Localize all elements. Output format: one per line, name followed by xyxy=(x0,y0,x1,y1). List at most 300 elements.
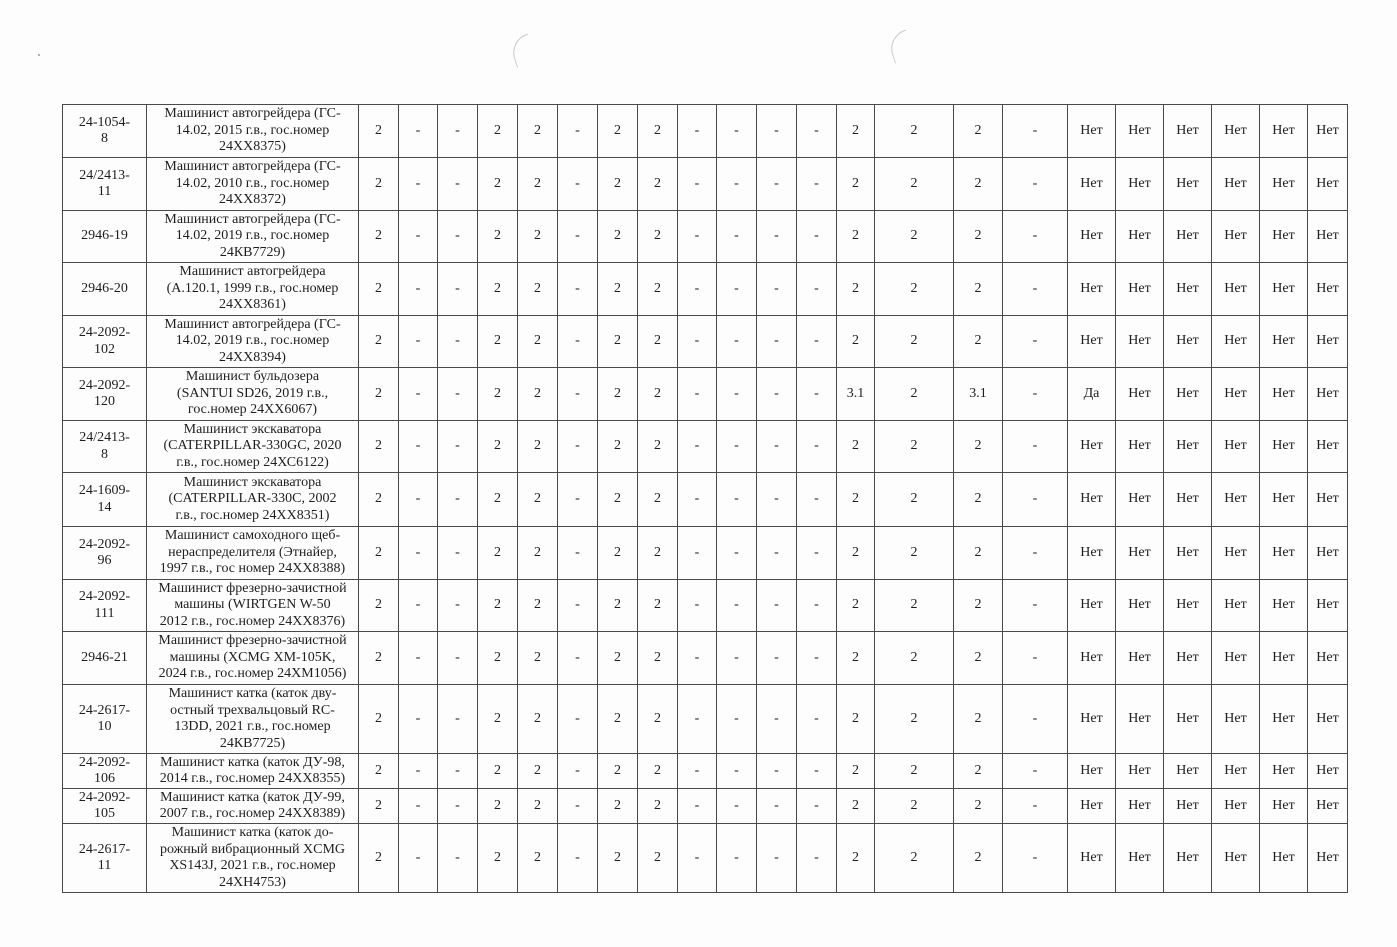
flag-cell: Нет xyxy=(1116,527,1164,580)
factor-class-cell: 2 xyxy=(478,105,518,158)
scan-mark-right xyxy=(886,29,915,63)
row-position-cell: Машинист катка (каток дву- остный трехвальцовый RC- 13DD, 2021 г.в., гос.номер 24КВ7725) xyxy=(147,685,359,754)
row-position-cell: Машинист автогрейдера (ГС- 14.02, 2019 г.в., гос.номер 24КВ7729) xyxy=(147,211,359,263)
factor-class-cell: 2 xyxy=(518,824,558,893)
factor-class-cell: 2 xyxy=(518,789,558,824)
table-row xyxy=(63,263,1348,316)
factor-class-cell: 2 xyxy=(875,316,954,368)
factor-class-cell: - xyxy=(717,789,757,824)
table-row xyxy=(63,316,1348,368)
factor-class-cell: - xyxy=(678,473,717,527)
flag-cell: Нет xyxy=(1308,105,1348,158)
flag-cell: Нет xyxy=(1260,211,1308,263)
factor-class-cell: 3.1 xyxy=(837,368,875,421)
factor-class-cell: - xyxy=(797,754,837,789)
factor-class-cell: - xyxy=(757,685,797,754)
factor-class-cell: - xyxy=(399,211,438,263)
factor-class-cell: 2 xyxy=(359,580,399,632)
flag-cell: Нет xyxy=(1212,580,1260,632)
flag-cell: Нет xyxy=(1260,527,1308,580)
factor-class-cell: 2 xyxy=(518,211,558,263)
flag-cell: Нет xyxy=(1212,105,1260,158)
flag-cell: Нет xyxy=(1260,789,1308,824)
factor-class-cell: 2 xyxy=(478,527,518,580)
flag-cell: Нет xyxy=(1068,824,1116,893)
row-code-cell: 24-1054- 8 xyxy=(63,105,147,158)
factor-class-cell: - xyxy=(438,211,478,263)
table-row xyxy=(63,580,1348,632)
factor-class-cell: 2 xyxy=(638,632,678,685)
factor-class-cell: 2 xyxy=(478,316,518,368)
factor-class-cell: 2 xyxy=(478,473,518,527)
factor-class-cell: - xyxy=(717,754,757,789)
factor-class-cell: - xyxy=(1003,263,1068,316)
factor-class-cell: - xyxy=(797,473,837,527)
factor-class-cell: 2 xyxy=(518,158,558,211)
flag-cell: Нет xyxy=(1260,632,1308,685)
factor-class-cell: 2 xyxy=(598,421,638,473)
factor-class-cell: - xyxy=(399,263,438,316)
factor-class-cell: - xyxy=(399,421,438,473)
factor-class-cell: 2 xyxy=(638,685,678,754)
factor-class-cell: - xyxy=(438,754,478,789)
flag-cell: Нет xyxy=(1308,580,1348,632)
row-position-cell: Машинист автогрейдера (ГС- 14.02, 2010 г.в., гос.номер 24ХХ8372) xyxy=(147,158,359,211)
flag-cell: Нет xyxy=(1116,754,1164,789)
factor-class-cell: - xyxy=(558,158,598,211)
flag-cell: Нет xyxy=(1068,158,1116,211)
factor-class-cell: 2 xyxy=(359,211,399,263)
factor-class-cell: 2 xyxy=(638,211,678,263)
factor-class-cell: - xyxy=(678,368,717,421)
row-position-cell: Машинист автогрейдера (А.120.1, 1999 г.в., гос.номер 24ХХ8361) xyxy=(147,263,359,316)
factor-class-cell: 2 xyxy=(875,527,954,580)
factor-class-cell: - xyxy=(757,754,797,789)
flag-cell: Нет xyxy=(1212,527,1260,580)
factor-class-cell: 2 xyxy=(875,824,954,893)
factor-class-cell: - xyxy=(797,632,837,685)
factor-class-cell: 2 xyxy=(875,473,954,527)
table-row xyxy=(63,685,1348,754)
factor-class-cell: 2 xyxy=(875,421,954,473)
row-code-cell: 24/2413- 8 xyxy=(63,421,147,473)
flag-cell: Нет xyxy=(1212,211,1260,263)
factor-class-cell: - xyxy=(717,158,757,211)
factor-class-cell: - xyxy=(558,105,598,158)
factor-class-cell: - xyxy=(399,754,438,789)
factor-class-cell: 2 xyxy=(598,158,638,211)
factor-class-cell: 2 xyxy=(478,754,518,789)
flag-cell: Нет xyxy=(1260,316,1308,368)
flag-cell: Нет xyxy=(1116,632,1164,685)
flag-cell: Нет xyxy=(1164,754,1212,789)
factor-class-cell: 2 xyxy=(518,263,558,316)
row-code-cell: 24/2413- 11 xyxy=(63,158,147,211)
factor-class-cell: - xyxy=(558,632,598,685)
factor-class-cell: - xyxy=(438,685,478,754)
flag-cell: Нет xyxy=(1164,824,1212,893)
table-row xyxy=(63,211,1348,263)
factor-class-cell: - xyxy=(757,789,797,824)
factor-class-cell: 2 xyxy=(875,754,954,789)
factor-class-cell: - xyxy=(1003,421,1068,473)
factor-class-cell: 2 xyxy=(875,368,954,421)
factor-class-cell: 2 xyxy=(478,158,518,211)
factor-class-cell: 2 xyxy=(478,580,518,632)
factor-class-cell: - xyxy=(678,158,717,211)
factor-class-cell: 2 xyxy=(954,211,1003,263)
factor-class-cell: 2 xyxy=(837,158,875,211)
factor-class-cell: - xyxy=(717,685,757,754)
factor-class-cell: 2 xyxy=(518,316,558,368)
flag-cell: Нет xyxy=(1068,789,1116,824)
flag-cell: Нет xyxy=(1068,421,1116,473)
factor-class-cell: 2 xyxy=(359,105,399,158)
table-body xyxy=(63,105,1348,893)
flag-cell: Нет xyxy=(1308,421,1348,473)
factor-class-cell: - xyxy=(438,263,478,316)
factor-class-cell: 2 xyxy=(954,105,1003,158)
factor-class-cell: - xyxy=(399,685,438,754)
factor-class-cell: 2 xyxy=(598,580,638,632)
factor-class-cell: 2 xyxy=(359,754,399,789)
factor-class-cell: 2 xyxy=(478,211,518,263)
factor-class-cell: 2 xyxy=(837,473,875,527)
row-code-cell: 24-2092- 120 xyxy=(63,368,147,421)
factor-class-cell: 2 xyxy=(837,421,875,473)
row-position-cell: Машинист автогрейдера (ГС- 14.02, 2019 г.в., гос.номер 24ХХ8394) xyxy=(147,316,359,368)
flag-cell: Нет xyxy=(1260,685,1308,754)
factor-class-cell: 2 xyxy=(518,685,558,754)
factor-class-cell: - xyxy=(797,158,837,211)
factor-class-cell: - xyxy=(797,685,837,754)
flag-cell: Нет xyxy=(1260,824,1308,893)
factor-class-cell: 2 xyxy=(837,105,875,158)
factor-class-cell: - xyxy=(757,368,797,421)
factor-class-cell: - xyxy=(797,211,837,263)
flag-cell: Нет xyxy=(1308,527,1348,580)
workplace-assessment-table xyxy=(62,104,1348,893)
row-position-cell: Машинист самоходного щеб- нераспределителя (Этнайер, 1997 г.в., гос номер 24ХХ8388) xyxy=(147,527,359,580)
flag-cell: Нет xyxy=(1212,158,1260,211)
flag-cell: Нет xyxy=(1164,632,1212,685)
factor-class-cell: - xyxy=(438,473,478,527)
factor-class-cell: - xyxy=(757,632,797,685)
row-code-cell: 24-2092- 111 xyxy=(63,580,147,632)
flag-cell: Нет xyxy=(1164,789,1212,824)
factor-class-cell: 2 xyxy=(359,421,399,473)
row-position-cell: Машинист фрезерно-зачистной машины (WIRTGEN W-50 2012 г.в., гос.номер 24ХХ8376) xyxy=(147,580,359,632)
factor-class-cell: - xyxy=(717,316,757,368)
scan-mark-left xyxy=(508,33,537,67)
flag-cell: Нет xyxy=(1068,263,1116,316)
scan-speck xyxy=(38,54,40,56)
factor-class-cell: 2 xyxy=(359,824,399,893)
flag-cell: Нет xyxy=(1308,789,1348,824)
flag-cell: Нет xyxy=(1308,685,1348,754)
flag-cell: Нет xyxy=(1068,580,1116,632)
flag-cell: Нет xyxy=(1116,789,1164,824)
factor-class-cell: 2 xyxy=(518,754,558,789)
flag-cell: Нет xyxy=(1212,368,1260,421)
factor-class-cell: - xyxy=(1003,632,1068,685)
flag-cell: Нет xyxy=(1164,473,1212,527)
table-row xyxy=(63,824,1348,893)
factor-class-cell: 2 xyxy=(359,685,399,754)
factor-class-cell: 2 xyxy=(478,685,518,754)
factor-class-cell: 2 xyxy=(875,580,954,632)
table-row xyxy=(63,632,1348,685)
factor-class-cell: - xyxy=(678,211,717,263)
factor-class-cell: 2 xyxy=(638,263,678,316)
factor-class-cell: 2 xyxy=(478,632,518,685)
row-code-cell: 24-2092- 96 xyxy=(63,527,147,580)
factor-class-cell: 2 xyxy=(518,368,558,421)
factor-class-cell: - xyxy=(678,632,717,685)
flag-cell: Нет xyxy=(1260,580,1308,632)
factor-class-cell: 2 xyxy=(598,316,638,368)
factor-class-cell: - xyxy=(678,316,717,368)
flag-cell: Нет xyxy=(1308,211,1348,263)
table-row xyxy=(63,473,1348,527)
factor-class-cell: - xyxy=(399,368,438,421)
factor-class-cell: 2 xyxy=(478,263,518,316)
factor-class-cell: 2 xyxy=(638,824,678,893)
factor-class-cell: - xyxy=(1003,527,1068,580)
factor-class-cell: - xyxy=(797,368,837,421)
flag-cell: Нет xyxy=(1308,754,1348,789)
factor-class-cell: 2 xyxy=(837,580,875,632)
factor-class-cell: - xyxy=(1003,316,1068,368)
flag-cell: Нет xyxy=(1308,473,1348,527)
factor-class-cell: 2 xyxy=(598,632,638,685)
flag-cell: Нет xyxy=(1260,368,1308,421)
factor-class-cell: 2 xyxy=(875,632,954,685)
factor-class-cell: - xyxy=(797,527,837,580)
factor-class-cell: - xyxy=(558,754,598,789)
row-position-cell: Машинист экскаватора (CATERPILLAR-330GC, 2020 г.в., гос.номер 24ХС6122) xyxy=(147,421,359,473)
row-code-cell: 2946-21 xyxy=(63,632,147,685)
factor-class-cell: 2 xyxy=(638,105,678,158)
row-position-cell: Машинист катка (каток ДУ-98, 2014 г.в., гос.номер 24ХХ8355) xyxy=(147,754,359,789)
factor-class-cell: - xyxy=(438,158,478,211)
factor-class-cell: 2 xyxy=(359,263,399,316)
factor-class-cell: - xyxy=(757,158,797,211)
flag-cell: Нет xyxy=(1068,316,1116,368)
factor-class-cell: 2 xyxy=(837,632,875,685)
factor-class-cell: 2 xyxy=(598,685,638,754)
flag-cell: Нет xyxy=(1116,473,1164,527)
flag-cell: Нет xyxy=(1164,263,1212,316)
row-position-cell: Машинист катка (каток до- рожный вибрационный XCMG XS143J, 2021 г.в., гос.номер 24ХН4753) xyxy=(147,824,359,893)
factor-class-cell: 2 xyxy=(837,789,875,824)
factor-class-cell: - xyxy=(797,421,837,473)
flag-cell: Нет xyxy=(1308,368,1348,421)
factor-class-cell: 2 xyxy=(598,263,638,316)
row-code-cell: 24-2617- 10 xyxy=(63,685,147,754)
factor-class-cell: - xyxy=(399,105,438,158)
factor-class-cell: 2 xyxy=(954,263,1003,316)
factor-class-cell: - xyxy=(757,824,797,893)
factor-class-cell: - xyxy=(678,685,717,754)
factor-class-cell: - xyxy=(438,105,478,158)
flag-cell: Нет xyxy=(1308,632,1348,685)
flag-cell: Нет xyxy=(1116,316,1164,368)
factor-class-cell: - xyxy=(438,527,478,580)
factor-class-cell: - xyxy=(757,263,797,316)
factor-class-cell: - xyxy=(678,527,717,580)
factor-class-cell: - xyxy=(1003,824,1068,893)
factor-class-cell: 2 xyxy=(518,632,558,685)
row-code-cell: 24-2092- 106 xyxy=(63,754,147,789)
table-row xyxy=(63,421,1348,473)
flag-cell: Нет xyxy=(1116,211,1164,263)
factor-class-cell: 2 xyxy=(359,473,399,527)
factor-class-cell: - xyxy=(399,473,438,527)
factor-class-cell: 2 xyxy=(837,263,875,316)
row-position-cell: Машинист автогрейдера (ГС- 14.02, 2015 г.в., гос.номер 24ХХ8375) xyxy=(147,105,359,158)
factor-class-cell: 2 xyxy=(875,105,954,158)
factor-class-cell: - xyxy=(797,316,837,368)
table-row xyxy=(63,368,1348,421)
factor-class-cell: 2 xyxy=(518,473,558,527)
factor-class-cell: 3.1 xyxy=(954,368,1003,421)
factor-class-cell: - xyxy=(399,632,438,685)
factor-class-cell: 2 xyxy=(954,754,1003,789)
flag-cell: Нет xyxy=(1164,158,1212,211)
flag-cell: Да xyxy=(1068,368,1116,421)
factor-class-cell: 2 xyxy=(837,685,875,754)
flag-cell: Нет xyxy=(1260,473,1308,527)
factor-class-cell: - xyxy=(1003,158,1068,211)
flag-cell: Нет xyxy=(1212,685,1260,754)
factor-class-cell: 2 xyxy=(638,368,678,421)
factor-class-cell: - xyxy=(717,105,757,158)
factor-class-cell: - xyxy=(558,789,598,824)
factor-class-cell: - xyxy=(438,316,478,368)
factor-class-cell: - xyxy=(1003,685,1068,754)
row-code-cell: 24-2617- 11 xyxy=(63,824,147,893)
factor-class-cell: - xyxy=(558,580,598,632)
factor-class-cell: - xyxy=(558,211,598,263)
factor-class-cell: 2 xyxy=(598,105,638,158)
factor-class-cell: - xyxy=(399,824,438,893)
flag-cell: Нет xyxy=(1308,316,1348,368)
factor-class-cell: - xyxy=(757,211,797,263)
factor-class-cell: - xyxy=(1003,580,1068,632)
factor-class-cell: 2 xyxy=(954,527,1003,580)
flag-cell: Нет xyxy=(1212,316,1260,368)
table-row xyxy=(63,789,1348,824)
factor-class-cell: - xyxy=(717,527,757,580)
factor-class-cell: 2 xyxy=(598,527,638,580)
factor-class-cell: 2 xyxy=(359,316,399,368)
flag-cell: Нет xyxy=(1116,580,1164,632)
factor-class-cell: 2 xyxy=(875,789,954,824)
flag-cell: Нет xyxy=(1164,527,1212,580)
factor-class-cell: 2 xyxy=(478,789,518,824)
factor-class-cell: - xyxy=(797,263,837,316)
flag-cell: Нет xyxy=(1308,158,1348,211)
factor-class-cell: 2 xyxy=(598,824,638,893)
factor-class-cell: 2 xyxy=(518,421,558,473)
flag-cell: Нет xyxy=(1212,473,1260,527)
factor-class-cell: - xyxy=(1003,368,1068,421)
factor-class-cell: - xyxy=(678,421,717,473)
factor-class-cell: - xyxy=(438,824,478,893)
row-position-cell: Машинист бульдозера (SANTUI SD26, 2019 г.в., гос.номер 24ХХ6067) xyxy=(147,368,359,421)
flag-cell: Нет xyxy=(1212,789,1260,824)
factor-class-cell: 2 xyxy=(954,316,1003,368)
row-code-cell: 2946-20 xyxy=(63,263,147,316)
factor-class-cell: - xyxy=(399,316,438,368)
factor-class-cell: - xyxy=(558,685,598,754)
table-row xyxy=(63,158,1348,211)
factor-class-cell: - xyxy=(558,421,598,473)
factor-class-cell: 2 xyxy=(875,211,954,263)
factor-class-cell: 2 xyxy=(638,158,678,211)
factor-class-cell: 2 xyxy=(518,105,558,158)
factor-class-cell: - xyxy=(1003,473,1068,527)
flag-cell: Нет xyxy=(1164,316,1212,368)
factor-class-cell: - xyxy=(757,473,797,527)
flag-cell: Нет xyxy=(1212,754,1260,789)
flag-cell: Нет xyxy=(1116,158,1164,211)
row-position-cell: Машинист экскаватора (CATERPILLAR-330C, 2002 г.в., гос.номер 24ХХ8351) xyxy=(147,473,359,527)
factor-class-cell: - xyxy=(757,316,797,368)
flag-cell: Нет xyxy=(1116,263,1164,316)
flag-cell: Нет xyxy=(1068,527,1116,580)
factor-class-cell: - xyxy=(558,368,598,421)
flag-cell: Нет xyxy=(1260,158,1308,211)
factor-class-cell: - xyxy=(717,632,757,685)
factor-class-cell: 2 xyxy=(598,754,638,789)
row-code-cell: 2946-19 xyxy=(63,211,147,263)
factor-class-cell: 2 xyxy=(837,211,875,263)
factor-class-cell: - xyxy=(717,263,757,316)
factor-class-cell: 2 xyxy=(638,754,678,789)
factor-class-cell: 2 xyxy=(359,368,399,421)
factor-class-cell: - xyxy=(558,824,598,893)
factor-class-cell: - xyxy=(399,527,438,580)
flag-cell: Нет xyxy=(1260,263,1308,316)
flag-cell: Нет xyxy=(1164,685,1212,754)
factor-class-cell: - xyxy=(678,105,717,158)
factor-class-cell: - xyxy=(797,105,837,158)
flag-cell: Нет xyxy=(1164,580,1212,632)
factor-class-cell: - xyxy=(438,368,478,421)
factor-class-cell: 2 xyxy=(954,580,1003,632)
factor-class-cell: 2 xyxy=(837,824,875,893)
factor-class-cell: - xyxy=(717,824,757,893)
flag-cell: Нет xyxy=(1116,824,1164,893)
factor-class-cell: - xyxy=(399,158,438,211)
row-position-cell: Машинист катка (каток ДУ-99, 2007 г.в., гос.номер 24ХХ8389) xyxy=(147,789,359,824)
factor-class-cell: 2 xyxy=(359,632,399,685)
flag-cell: Нет xyxy=(1260,754,1308,789)
factor-class-cell: 2 xyxy=(954,685,1003,754)
factor-class-cell: - xyxy=(1003,211,1068,263)
factor-class-cell: 2 xyxy=(598,368,638,421)
factor-class-cell: 2 xyxy=(638,473,678,527)
factor-class-cell: 2 xyxy=(875,263,954,316)
flag-cell: Нет xyxy=(1164,421,1212,473)
factor-class-cell: - xyxy=(757,527,797,580)
factor-class-cell: - xyxy=(757,105,797,158)
row-code-cell: 24-1609- 14 xyxy=(63,473,147,527)
factor-class-cell: 2 xyxy=(875,158,954,211)
factor-class-cell: - xyxy=(797,824,837,893)
